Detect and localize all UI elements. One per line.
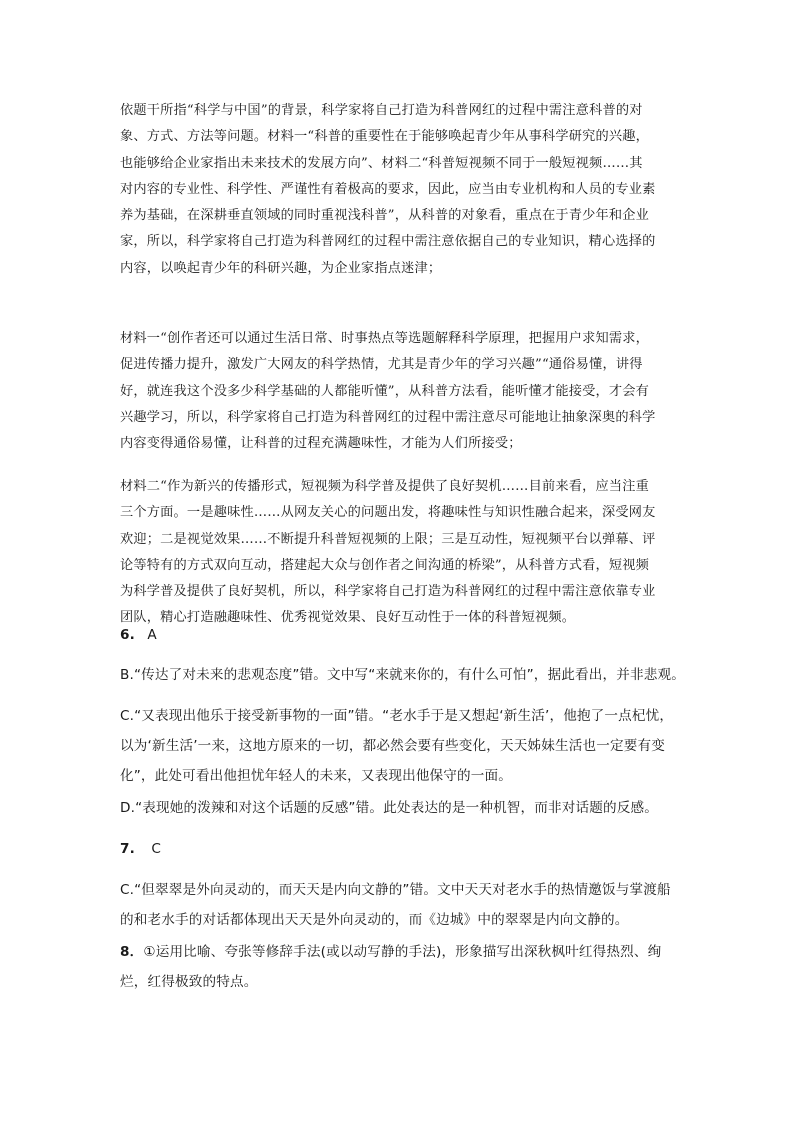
text-line: 欢迎；二是视觉效果……不断提升科普短视频的上限；三是互动性，短视频平台以弹幕、评	[120, 531, 656, 547]
text-line: 家，所以，科学家将自己打造为科普网红的过程中需注意依据自己的专业知识，精心选择的	[120, 234, 656, 250]
q6-option-b	[120, 660, 685, 690]
material-paragraph-2	[120, 326, 676, 457]
text-line: 养为基础，在深耕垂直领域的同时重视浅科普”，从科普的对象看，重点在于青少年和企业	[120, 208, 650, 224]
q8-answer	[120, 937, 680, 997]
q7-option-c	[120, 875, 680, 935]
text-line: 内容，以唤起青少年的科研兴趣，为企业家指点迷津；	[120, 260, 442, 276]
q6-answer-line	[120, 620, 680, 650]
material-paragraph-3	[120, 474, 676, 632]
text-line: 对内容的专业性、科学性、严谨性有着极高的要求，因此，应当由专业机构和人员的专业素	[120, 181, 656, 197]
q6-option-d	[120, 793, 680, 823]
question-number: 7.	[120, 841, 135, 857]
text-line: B.“传达了对未来的悲观态度”错。文中写“来就来你的，有什么可怕”，据此看出，并非悲观。	[120, 667, 685, 683]
q7-answer-line	[120, 834, 680, 864]
question-number: 6.	[120, 627, 135, 643]
text-line	[120, 937, 680, 967]
answer-text: ①运用比喻、夸张等修辞手法(或以动写静的手法)，形象描写出深秋枫叶红得热烈、绚	[143, 944, 662, 960]
text-line: 也能够给企业家指出未来技术的发展方向”、材料二“科普短视频不同于一般短视频……其	[120, 155, 643, 171]
text-line: 促进传播力提升，激发广大网友的科学热情，尤其是青少年的学习兴趣”“通俗易懂，讲得	[120, 357, 643, 373]
text-line: 材料一“创作者还可以通过生活日常、时事热点等选题解释科学原理，把握用户求知需求，	[120, 331, 650, 346]
material-paragraph-1	[120, 98, 676, 282]
text-line: C.“又表现出他乐于接受新事物的一面”错。“老水手于是又想起‘新生活’，他抱了一点杞忧，	[120, 708, 674, 724]
text-line: 象、方式、方法等问题。材料一“科普的重要性在于能够唤起青少年从事科学研究的兴趣，	[120, 129, 650, 145]
text-line: C.“但翠翠是外向灵动的，而天天是内向文静的”错。文中天天对老水手的热情邀饭与掌渡船	[120, 882, 671, 898]
text-line: 团队，精心打造融趣味性、优秀视觉效果、良好互动性于一体的科普短视频。	[120, 610, 576, 626]
text-line: 内容变得通俗易懂，让科普的过程充满趣味性，才能为人们所接受；	[120, 436, 522, 452]
text-line: 为科学普及提供了良好契机，所以，科学家将自己打造为科普网红的过程中需注意依靠专业	[120, 584, 656, 600]
text-line: 三个方面。一是趣味性……从网友关心的问题出发，将趣味性与知识性融合起来，深受网友	[120, 505, 656, 521]
text-line: 烂，红得极致的特点。	[120, 974, 258, 990]
answer-choice: C	[151, 841, 162, 857]
text-line: D.“表现她的泼辣和对这个话题的反感”错。此处表达的是一种机智，而非对话题的反感。	[120, 800, 658, 816]
q6-option-c	[120, 701, 680, 791]
text-line: 的和老水手的对话都体现出天天是外向灵动的，而《边城》中的翠翠是内向文静的。	[120, 912, 629, 928]
question-number: 8．	[120, 944, 144, 960]
text-line: 化”，此处可看出他担忧年轻人的未来，又表现出他保守的一面。	[120, 768, 513, 784]
text-line: 论等特有的方式双向互动，搭建起大众与创作者之间沟通的桥梁”，从科普方式看，短视频	[120, 557, 650, 573]
text-line: 依题干所指“科学与中国”的背景，科学家将自己打造为科普网红的过程中需注意科普的对	[120, 103, 643, 118]
text-line: 好，就连我这个没多少科学基础的人都能听懂”，从科普方法看，能听懂才能接受，才会有	[120, 383, 650, 399]
text-line: 材料二“作为新兴的传播形式，短视频为科学普及提供了良好契机……目前来看，应当注重	[120, 479, 650, 494]
text-line: 以为‘新生活’一来，这地方原来的一切，都必然会要有些变化，天天姊妹生活也一定要有变	[120, 738, 665, 754]
answer-choice: A	[147, 627, 157, 643]
text-line: 兴趣学习，所以，科学家将自己打造为科普网红的过程中需注意尽可能地让抽象深奥的科学	[120, 409, 656, 425]
